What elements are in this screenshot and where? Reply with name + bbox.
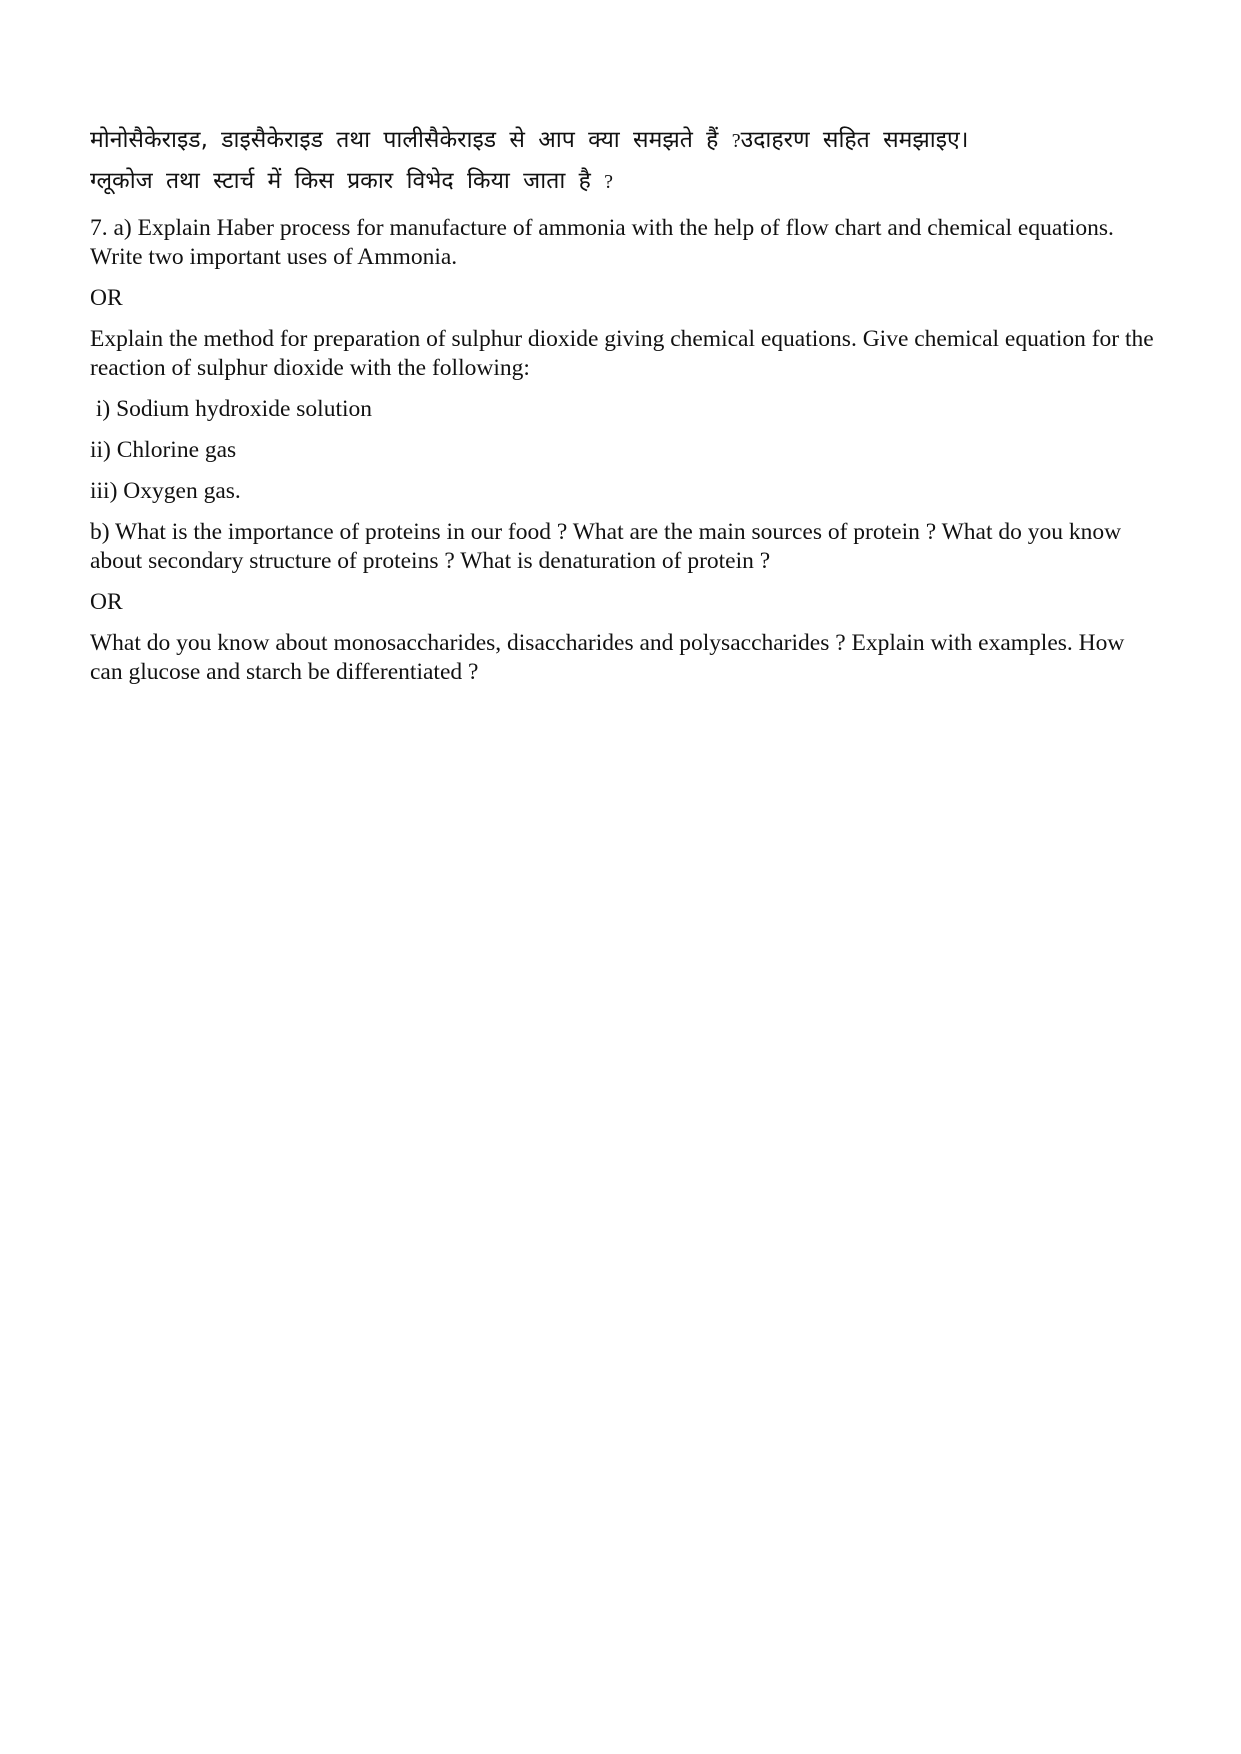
hindi-line1-question-mark: ? [731, 130, 741, 152]
hindi-question-line-1 [90, 120, 1160, 161]
reaction-item-1: i) Sodium hydroxide solution [90, 396, 372, 422]
question-7a: 7. a) Explain Haber process for manufacture of ammonia with the help of flow chart and chemical equations. Write two important uses of Ammonia. [90, 215, 1114, 270]
hindi-line1-tail: उदाहरण सहित समझाइए। [740, 127, 969, 153]
document-page [90, 120, 1160, 687]
question-7b: b) What is the importance of proteins in our food ? What are the main sources of protein ? What do you know about secondary structure of proteins ? What is denaturation of protein ? [90, 519, 1122, 574]
sulphur-dioxide-question: Explain the method for preparation of sulphur dioxide giving chemical equations. Give chemical equation for the reaction of sulphur dioxide with the following: [90, 326, 1154, 381]
or-separator-2: OR [90, 589, 123, 615]
hindi-line1-text: मोनोसैकेराइड, डाइसैकेराइड तथा पालीसैकेराइड से आप क्या समझते हैं [90, 127, 719, 153]
reaction-item-3: iii) Oxygen gas. [90, 478, 241, 504]
hindi-line2-question-mark: ? [604, 171, 613, 193]
carbohydrates-question: What do you know about monosaccharides, disaccharides and polysaccharides ? Explain with examples. How can glucose and starch be differentiated ? [90, 630, 1125, 685]
reaction-item-2: ii) Chlorine gas [90, 437, 237, 463]
or-separator-1: OR [90, 285, 123, 311]
hindi-line2-text: ग्लूकोज तथा स्टार्च में किस प्रकार विभेद किया जाता है [90, 168, 591, 194]
hindi-question-line-2 [90, 161, 1160, 202]
